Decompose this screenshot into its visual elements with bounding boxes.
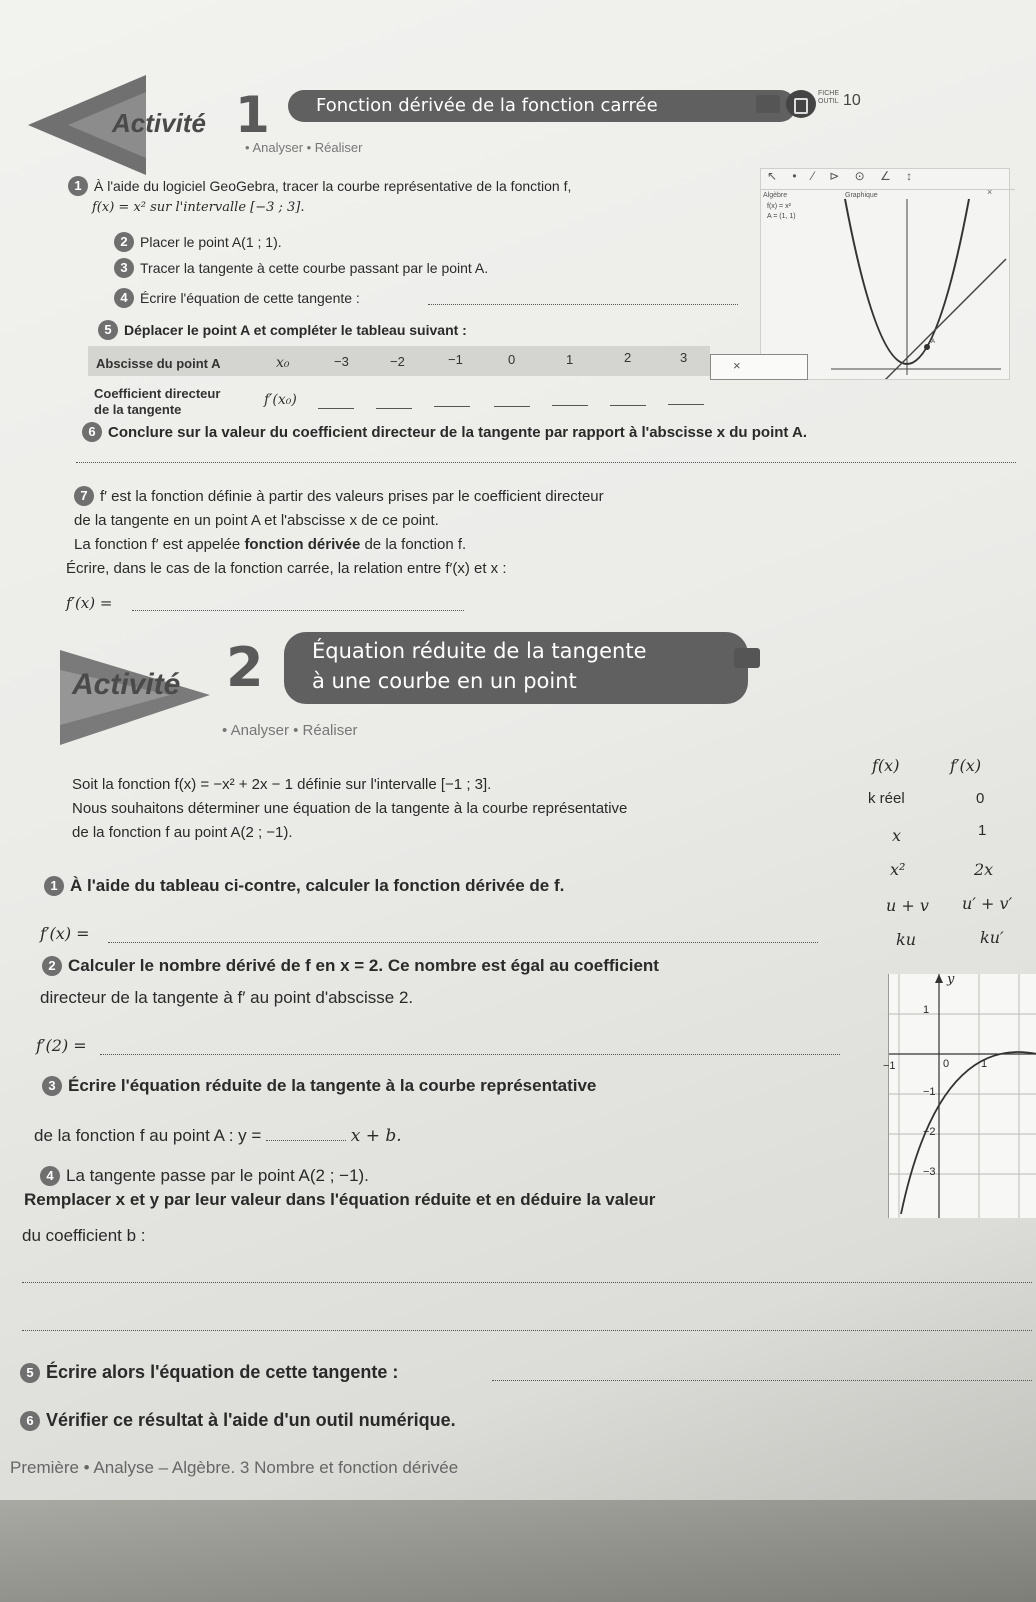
activity-2-q1-answer-line[interactable] [108,942,818,943]
table-answer-blank[interactable] [376,408,412,409]
graph-axis-y-label: y [947,972,955,987]
activity-2-intro-line1: Soit la fonction f(x) = −x² + 2x − 1 définie sur l'intervalle [−1 ; 3]. [72,776,492,793]
computer-icon [756,95,780,113]
activity-1-label: Activité [112,108,206,138]
deriv-table-header-fprime: f′(x) [950,756,982,775]
activity-2-q3-line2: de la fonction f au point A : y = x + b. [34,1126,402,1146]
activity-2-q2-answer-label: f′(2) = [36,1036,87,1055]
graph-tick-label: −3 [923,1166,936,1178]
deriv-table-cell: 2x [974,860,994,879]
table-answer-blank[interactable] [434,406,470,407]
deriv-table-cell: k réel [868,790,905,807]
table-answer-blank[interactable] [668,404,704,405]
activity-2-title: Équation réduite de la tangente à une courbe en un point [284,632,748,704]
activity-1-q7-line1: 7 f′ est la fonction définie à partir des valeurs prises par le coefficient directeur [74,486,604,506]
graph-tick-label: 0 [943,1058,950,1070]
fiche-outil-icon [786,90,816,118]
fiche-outil-label: FICHE OUTIL [818,90,839,105]
deriv-table-cell: u + v [886,896,929,915]
geogebra-input-bar[interactable]: × [710,354,808,380]
activity-1-q7-answer-line[interactable] [132,610,464,611]
geogebra-graph [761,169,1009,379]
activity-2-q1-answer-label: f′(x) = [40,924,90,943]
table-value: −1 [448,352,463,367]
activity-1-q1: 1 À l'aide du logiciel GeoGebra, tracer la courbe représentative de la fonction f, [68,176,571,196]
geogebra-graphics-tab[interactable]: Graphique [845,192,878,199]
table-value: 1 [566,352,574,367]
activity-1-q4-answer-line[interactable] [428,304,738,305]
graph-tick-label: −2 [923,1126,936,1138]
activity-1-q4: 4 Écrire l'équation de cette tangente : [114,288,360,308]
activity-1-q5: 5 Déplacer le point A et compléter le tableau suivant : [98,320,467,340]
activity-1-number: 1 [235,86,270,144]
deriv-table-cell: x² [890,860,906,879]
activity-2-graph [883,972,1036,1218]
activity-2-q4-line1: 4 La tangente passe par le point A(2 ; −1). [40,1166,369,1186]
activity-2-skills: • Analyser • Réaliser [222,722,358,739]
deriv-table-cell: x [892,826,902,845]
deriv-table-cell: 1 [978,822,987,839]
activity-2-q5-answer-line[interactable] [492,1380,1032,1381]
activity-2-label: Activité [72,668,181,701]
geogebra-toolbar[interactable]: ↖ • ⁄ ⊳ ⊙ ∠ ↕ [761,169,1015,190]
table-answer-blank[interactable] [552,405,588,406]
table-answer-blank[interactable] [494,406,530,407]
fiche-outil-number: 10 [843,92,861,109]
activity-1-skills: • Analyser • Réaliser [245,140,363,155]
deriv-table-cell: ku [896,930,916,949]
activity-2-q2-line1: 2 Calculer le nombre dérivé de f en x = 2. Ce nombre est égal au coefficient [42,956,659,976]
activity-1-q6: 6 Conclure sur la valeur du coefficient directeur de la tangente par rapport à l'abscisse x du point A. [82,422,807,442]
deriv-table-cell: ku′ [980,928,1004,947]
activity-2-q4-answer-line[interactable] [22,1282,1032,1283]
activity-2-q6: 6 Vérifier ce résultat à l'aide d'un outil numérique. [20,1410,456,1431]
page-footer: Première • Analyse – Algèbre. 3 Nombre et fonction dérivée [10,1458,459,1477]
activity-1-q6-answer-line[interactable] [76,462,1016,463]
geogebra-algebra-tab[interactable]: Algèbre [763,192,788,199]
activity-1-q3: 3 Tracer la tangente à cette courbe passant par le point A. [114,258,488,278]
activity-2-q3-line1: 3 Écrire l'équation réduite de la tangente à la courbe représentative [42,1076,596,1096]
table-answer-blank[interactable] [610,405,646,406]
activity-2-q1: 1 À l'aide du tableau ci-contre, calculer la fonction dérivée de f. [44,876,564,896]
deriv-table-cell: u′ + v′ [962,894,1013,913]
activity-2-graph-svg [889,974,1036,1218]
table-row1-label: Abscisse du point A [96,356,221,371]
activity-1-q7-line3: La fonction f′ est appelée fonction dérivée de la fonction f. [74,536,467,553]
table-value: 0 [508,352,516,367]
activity-1-q1-function: f(x) = x² sur l'intervalle [−3 ; 3]. [92,200,305,215]
table-value: −2 [390,354,405,369]
activity-2-q4-line2: Remplacer x et y par leur valeur dans l'équation réduite et en déduire la valeur [24,1190,656,1209]
graph-tick-label: 1 [923,1004,930,1016]
activity-1-title: Fonction dérivée de la fonction carrée [288,90,796,122]
activity-2-q5: 5 Écrire alors l'équation de cette tangente : [20,1362,398,1383]
activity-2-number: 2 [226,636,264,699]
activity-2-q2-line2: directeur de la tangente à f′ au point d'abscisse 2. [40,988,414,1007]
geogebra-close-icon[interactable]: × [987,187,993,197]
activity-2-intro-line2: Nous souhaitons déterminer une équation de la tangente à la courbe représentative [72,800,628,817]
geogebra-expr-a[interactable]: A = (1, 1) [767,213,796,220]
activity-1-q2: 2 Placer le point A(1 ; 1). [114,232,282,252]
geogebra-point-a-label: A [931,339,936,345]
activity-1-q7-line4: Écrire, dans le cas de la fonction carrée, la relation entre f′(x) et x : [66,560,507,577]
activity-2-intro-line3: de la fonction f au point A(2 ; −1). [72,824,293,841]
graph-tick-label: −1 [923,1086,936,1098]
activity-2-q2-answer-line[interactable] [100,1054,840,1055]
table-value: 3 [680,350,688,365]
geogebra-window [760,168,1010,380]
activity-1-q7-answer-label: f′(x) = [66,594,113,612]
page-bottom-edge [0,1500,1036,1602]
geogebra-expr-f[interactable]: f(x) = x² [767,203,791,210]
table-row1-symbol: x₀ [276,355,290,371]
deriv-table-header-f: f(x) [872,756,900,775]
computer-icon [734,648,760,668]
activity-1-q7-line2: de la tangente en un point A et l'abscisse x de ce point. [74,512,439,529]
table-value: 2 [624,350,632,365]
table-row2-label-1: Coefficient directeur [94,386,221,401]
graph-tick-label: −1 [883,1060,896,1072]
table-row2-symbol: f′(x₀) [264,392,297,408]
table-row2-label-2: de la tangente [94,402,182,417]
graph-tick-label: 1 [981,1058,988,1070]
activity-2-q4-answer-line[interactable] [22,1330,1032,1331]
table-value: −3 [334,354,349,369]
deriv-table-cell: 0 [976,790,985,807]
table-answer-blank[interactable] [318,408,354,409]
activity-2-q4-line3: du coefficient b : [22,1226,146,1245]
